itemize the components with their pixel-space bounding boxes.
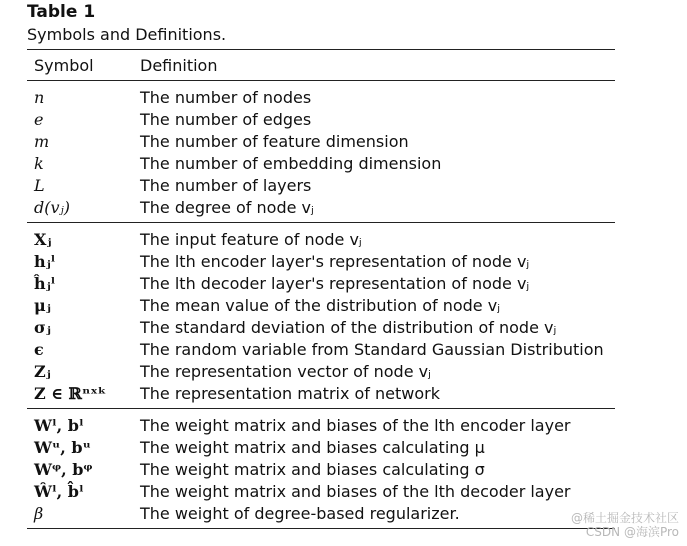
definition-cell: The random variable from Standard Gaussian Distribution <box>140 339 604 359</box>
symbol-cell: μⱼ <box>34 295 51 315</box>
symbol-cell: ϵ <box>34 339 44 359</box>
symbol-cell: Wˡ, bˡ <box>34 415 84 435</box>
definition-cell: The representation matrix of network <box>140 383 440 403</box>
table-row <box>27 86 615 108</box>
bottom-rule <box>27 528 615 529</box>
table-row <box>27 414 615 436</box>
table-row <box>27 152 615 174</box>
definition-cell: The number of nodes <box>140 87 312 107</box>
symbol-cell: β <box>34 503 44 523</box>
symbol-cell: Z ∈ ℝⁿˣᵏ <box>34 383 107 403</box>
definition-cell: The number of embedding dimension <box>140 153 442 173</box>
symbols-table <box>27 49 615 529</box>
row-group <box>27 81 615 222</box>
symbol-cell: n <box>34 87 45 107</box>
table-row <box>27 272 615 294</box>
definition-cell: The weight matrix and biases of the lth encoder layer <box>140 415 571 435</box>
table-body <box>27 81 615 529</box>
watermark-line-2: CSDN @海滨Pro <box>585 525 679 540</box>
table-row <box>27 502 615 524</box>
definition-cell: The weight matrix and biases calculating μ <box>140 437 485 457</box>
symbol-cell: k <box>34 153 44 173</box>
table-row <box>27 250 615 272</box>
table-row <box>27 436 615 458</box>
row-group <box>27 409 615 528</box>
symbol-cell: d(vⱼ) <box>34 197 70 217</box>
definition-cell: The lth encoder layer's representation of node vⱼ <box>140 251 530 271</box>
definition-cell: The weight matrix and biases of the lth decoder layer <box>140 481 571 501</box>
symbol-cell: L <box>34 175 45 195</box>
definition-cell: The input feature of node vⱼ <box>140 229 362 249</box>
definition-cell: The lth decoder layer's representation of node vⱼ <box>140 273 530 293</box>
definition-cell: The weight of degree-based regularizer. <box>140 503 460 523</box>
definition-cell: The mean value of the distribution of node vⱼ <box>140 295 500 315</box>
symbol-cell: Wᵘ, bᵘ <box>34 437 91 457</box>
table-header <box>27 50 615 80</box>
definition-cell: The degree of node vⱼ <box>140 197 314 217</box>
definition-cell: The number of feature dimension <box>140 131 409 151</box>
table-row <box>27 316 615 338</box>
definition-cell: The number of edges <box>140 109 312 129</box>
header-definition: Definition <box>140 55 218 75</box>
symbol-cell: Ŵˡ, b̂ˡ <box>34 481 84 501</box>
definition-cell: The standard deviation of the distribution of node vⱼ <box>140 317 557 337</box>
symbol-cell: e <box>34 109 44 129</box>
definition-cell: The representation vector of node vⱼ <box>140 361 431 381</box>
header-symbol: Symbol <box>34 55 94 75</box>
table-label: Table 1 <box>27 2 96 22</box>
watermark <box>571 512 679 540</box>
watermark-line-1: @稀土掘金技术社区 <box>570 511 679 526</box>
table-row <box>27 174 615 196</box>
table-title: Symbols and Definitions. <box>27 25 227 44</box>
symbol-cell: Xⱼ <box>34 229 52 249</box>
symbol-cell: ĥⱼˡ <box>34 273 56 293</box>
table-row <box>27 294 615 316</box>
table-row <box>27 130 615 152</box>
definition-cell: The number of layers <box>140 175 312 195</box>
table-row <box>27 338 615 360</box>
table-row <box>27 360 615 382</box>
table-row <box>27 228 615 250</box>
symbol-cell: m <box>34 131 50 151</box>
table-caption <box>27 4 226 43</box>
table-row <box>27 382 615 404</box>
table-row <box>27 108 615 130</box>
table-row <box>27 458 615 480</box>
symbol-cell: hⱼˡ <box>34 251 56 271</box>
table-row <box>27 480 615 502</box>
symbol-cell: Wᵠ, bᵠ <box>34 459 93 479</box>
symbol-cell: Zⱼ <box>34 361 51 381</box>
table-row <box>27 196 615 218</box>
row-group <box>27 223 615 408</box>
definition-cell: The weight matrix and biases calculating σ <box>140 459 485 479</box>
symbol-cell: σⱼ <box>34 317 51 337</box>
